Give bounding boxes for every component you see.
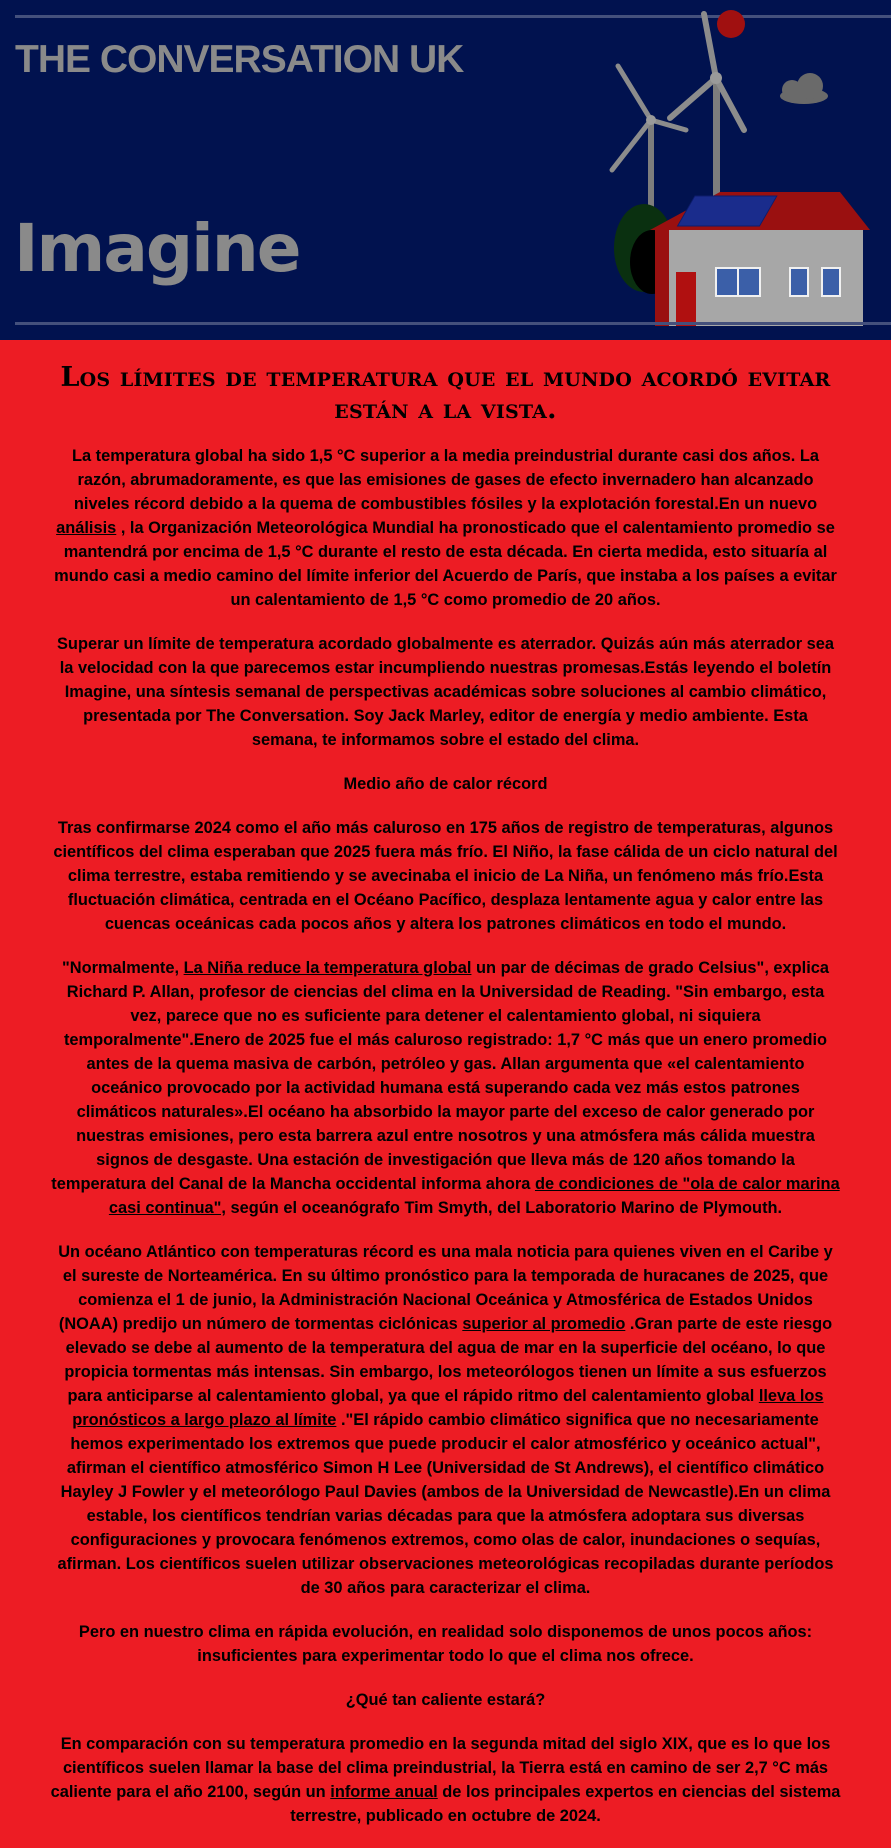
article-body — [0, 340, 891, 1828]
paragraph-text: según el oceanógrafo Tim Smyth, del Laboratorio Marino de Plymouth. — [225, 1199, 783, 1217]
paragraph-text: En comparación con su temperatura promedio en la segunda mitad del siglo XIX, que es lo que los científicos suelen llamar la base del clima preindustrial, la Tierra está en camino de ser 2,7 °C más caliente para el año 2100, según un — [50, 1735, 831, 1801]
paragraph-la-nina — [50, 956, 841, 1220]
paragraph-text: ."El rápido cambio climático significa que no necesariamente hemos experimentado los extremos que puede producir el calor atmosférico y oceánico actual", afirman el científico atmosférico Simon H Lee (Universidad de St Andrews), el científico climático Hayley J Fowler y el meteorólogo Paul Davies (ambos de la Universidad de Newcastle).En un clima estable, los científicos tendrían varias décadas para que la atmósfera adoptara sus diversas configuraciones y provocara fenómenos extremos, como olas de calor, inundaciones o sequías, afirman. Los científicos suelen utilizar observaciones meteorológicas recopiladas durante períodos de 30 años para caracterizar el clima. — [57, 1411, 834, 1597]
house-wind-turbine-illustration — [600, 0, 891, 330]
paragraph-text: de los principales expertos en ciencias del sistema terrestre, publicado en octubre de 2024. — [290, 1783, 841, 1825]
paragraph-text: "Normalmente, — [61, 959, 184, 977]
annual-report-link[interactable]: informe anual — [330, 1783, 438, 1801]
paragraph-atlantic — [50, 1240, 841, 1600]
marine-heatwave-link[interactable]: de condiciones de "ola de calor marina casi continua", — [108, 1175, 840, 1217]
paragraph-text: un par de décimas de grado Celsius", explica Richard P. Allan, profesor de ciencias del clima en la Universidad de Reading. "Sin embargo, esta vez, parece que no es suficiente para detener el calentamiento global, ni siquiera temporalmente".Enero de 2025 fue el más caluroso registrado: 1,7 °C más que un enero promedio antes de la quema masiva de carbón, petróleo y gas. Allan argumenta que «el calentamiento oceánico provocado por la actividad humana está superando cada vez más estos patrones climáticos naturales».El océano ha absorbido la mayor parte del exceso de calor generado por nuestras emisiones, pero esta barrera azul entre nosotros y una atmósfera más cálida muestra signos de desgaste. Una estación de investigación que lleva más de 120 años tomando la temperatura del Canal de la Mancha occidental informa ahora — [51, 959, 830, 1193]
paragraph-text: , la Organización Meteorológica Mundial ha pronosticado que el calentamiento promedio se mantendrá por encima de 1,5 °C durante el resto de esta década. En cierta medida, esto situaría al mundo casi a medio camino del límite inferior del Acuerdo de París, que instaba a los países a evitar un calentamiento de 1,5 °C como promedio de 20 años. — [54, 519, 837, 609]
article-headline: Los límites de temperatura que el mundo acordó evitar están a la vista. — [60, 362, 831, 425]
paragraph-newsletter-intro: Superar un límite de temperatura acordado globalmente es aterrador. Quizás aún más aterrador sea la velocidad con la que parecemos estar incumpliendo nuestras promesas.Estás leyendo el boletín Imagine, una síntesis semanal de perspectivas académicas sobre soluciones al cambio climático, presentada por The Conversation. Soy Jack Marley, editor de energía y medio ambiente. Esta semana, te informamos sobre el estado del clima. — [57, 635, 834, 749]
long-range-forecasts-link[interactable]: lleva los pronósticos a largo plazo al límite — [72, 1387, 824, 1429]
la-nina-link[interactable]: La Niña reduce la temperatura global — [183, 959, 472, 977]
analysis-link[interactable]: análisis — [56, 519, 117, 537]
cloud-icon — [780, 73, 828, 104]
house-icon — [650, 192, 870, 326]
paragraph-text: La temperatura global ha sido 1,5 °C superior a la media preindustrial durante casi dos años. La razón, abrumadoramente, es que las emisiones de gases de efecto invernadero han alcanzado niveles récord debido a la quema de combustibles fósiles y la explotación forestal.En un nuevo — [71, 447, 820, 513]
wind-turbine-large-icon — [670, 14, 744, 220]
section-heading-record-heat: Medio año de calor récord — [343, 775, 548, 793]
paragraph-text: Un océano Atlántico con temperaturas récord es una mala noticia para quienes viven en el Caribe y el sureste de Norteamérica. En su último pronóstico para la temporada de huracanes de 2025, que comienza el 1 de junio, la Administración Nacional Oceánica y Atmosférica de Estados Unidos (NOAA) predijo un número de tormentas ciclónicas — [58, 1243, 833, 1333]
sun-icon — [717, 10, 745, 38]
paragraph-text: .Gran parte de este riesgo elevado se debe al aumento de la temperatura del agua de mar en la superficie del océano, lo que propicia tormentas más intensas. Sin embargo, los meteorólogos tienen un límite a sus esfuerzos para anticiparse al calentamiento global, ya que el rápido ritmo del calentamiento global — [64, 1315, 833, 1405]
above-average-link[interactable]: superior al promedio — [462, 1315, 626, 1333]
newsletter-banner — [0, 0, 891, 340]
publication-logo[interactable]: THE CONVERSATION UK — [15, 38, 464, 81]
paragraph-rapid-climate: Pero en nuestro clima en rápida evolución, en realidad solo disponemos de unos pocos años: insuficientes para experimentar todo lo que el clima nos ofrece. — [78, 1623, 813, 1665]
paragraph-intro — [50, 444, 841, 612]
banner-bottom-rule — [15, 322, 891, 325]
section-heading-how-hot: ¿Qué tan caliente estará? — [345, 1691, 546, 1709]
newsletter-name: Imagine — [14, 210, 300, 287]
paragraph-el-nino: Tras confirmarse 2024 como el año más caluroso en 175 años de registro de temperaturas, algunos científicos del clima esperaban que 2025 fuera más frío. El Niño, la fase cálida de un ciclo natural del clima terrestre, estaba remitiendo y se avecinaba el inicio de La Niña, un fenómeno más frío.Esta fluctuación climática, centrada en el Océano Pacífico, desplaza lentamente agua y calor entre las cuencas oceánicas cada pocos años y altera los patrones climáticos en todo el mundo. — [53, 819, 838, 933]
paragraph-projection — [50, 1732, 841, 1828]
